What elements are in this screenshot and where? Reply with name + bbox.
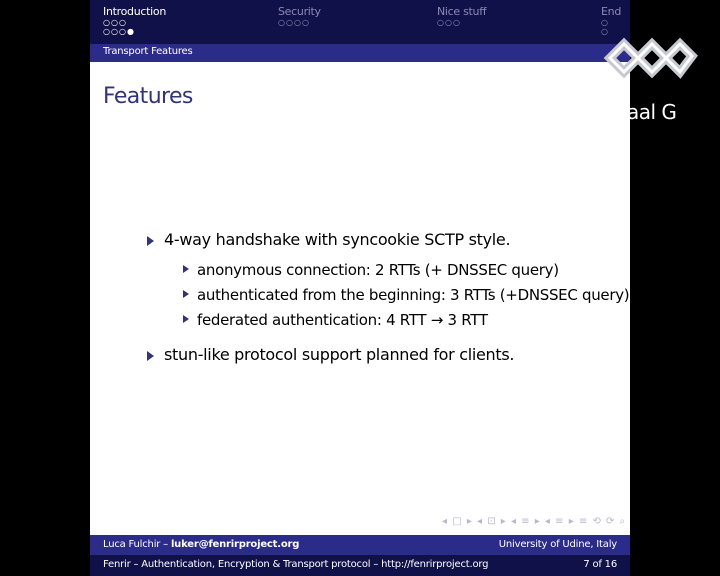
author-name: Luca Fulchir	[103, 539, 161, 550]
section-navigation-bar	[90, 0, 630, 44]
list-item: stun-like protocol support planned for clients.	[164, 345, 515, 364]
nav-section-introduction[interactable]: Introduction	[103, 5, 167, 18]
nav-section-end[interactable]: End	[601, 5, 622, 18]
nav-section-security[interactable]: Security	[278, 5, 321, 18]
nav-section-nice-stuff[interactable]: Nice stuff	[437, 5, 487, 18]
footer-title-bar	[90, 555, 630, 576]
list-item: 4-way handshake with syncookie SCTP style.	[164, 230, 511, 249]
list-item: federated authentication: 4 RTT → 3 RTT	[197, 311, 488, 329]
nav-dots-row: ○	[601, 18, 609, 27]
list-item: anonymous connection: 2 RTTs (+ DNSSEC query)	[197, 261, 559, 279]
nav-dots-row: ○○○●	[103, 27, 135, 36]
bullet-triangle-icon	[183, 265, 189, 273]
frame-title: Features	[103, 84, 193, 109]
slide	[90, 0, 630, 576]
logo-text: aal G	[627, 100, 677, 124]
nav-dots-nice-stuff[interactable]	[437, 18, 461, 27]
footer-institute: University of Udine, Italy	[498, 539, 617, 550]
bullet-triangle-icon	[183, 315, 189, 323]
footer-title: Fenrir – Authentication, Encryption & Transport protocol – http://fenrirproject.org	[103, 559, 489, 570]
subsection-bar	[90, 44, 630, 62]
nav-dots-introduction[interactable]	[103, 18, 135, 36]
nav-dots-row: ○	[601, 27, 609, 36]
list-item: authenticated from the beginning: 3 RTTs (+DNSSEC query)	[197, 286, 630, 304]
page-number: 7 of 16	[583, 559, 617, 570]
bullet-triangle-icon	[183, 290, 189, 298]
beamer-navigation-symbols[interactable]: ◂ □ ▸ ◂ ⊡ ▸ ◂ ≡ ▸ ◂ ≡ ▸ ≡ ⟲ ⟳ ⌕	[442, 516, 627, 527]
nav-dots-row: ○○○	[437, 18, 461, 27]
nav-dots-row: ○○○○	[278, 18, 310, 27]
bullet-triangle-icon	[147, 351, 154, 361]
nav-dots-security[interactable]	[278, 18, 310, 27]
footer-author: Luca Fulchir – luker@fenrirproject.org	[103, 539, 300, 550]
author-email[interactable]: luker@fenrirproject.org	[170, 539, 300, 550]
bullet-triangle-icon	[147, 236, 154, 246]
nav-dots-row: ○○○	[103, 18, 127, 27]
subsection-title: Transport Features	[103, 46, 193, 57]
footer-author-bar	[90, 535, 630, 555]
